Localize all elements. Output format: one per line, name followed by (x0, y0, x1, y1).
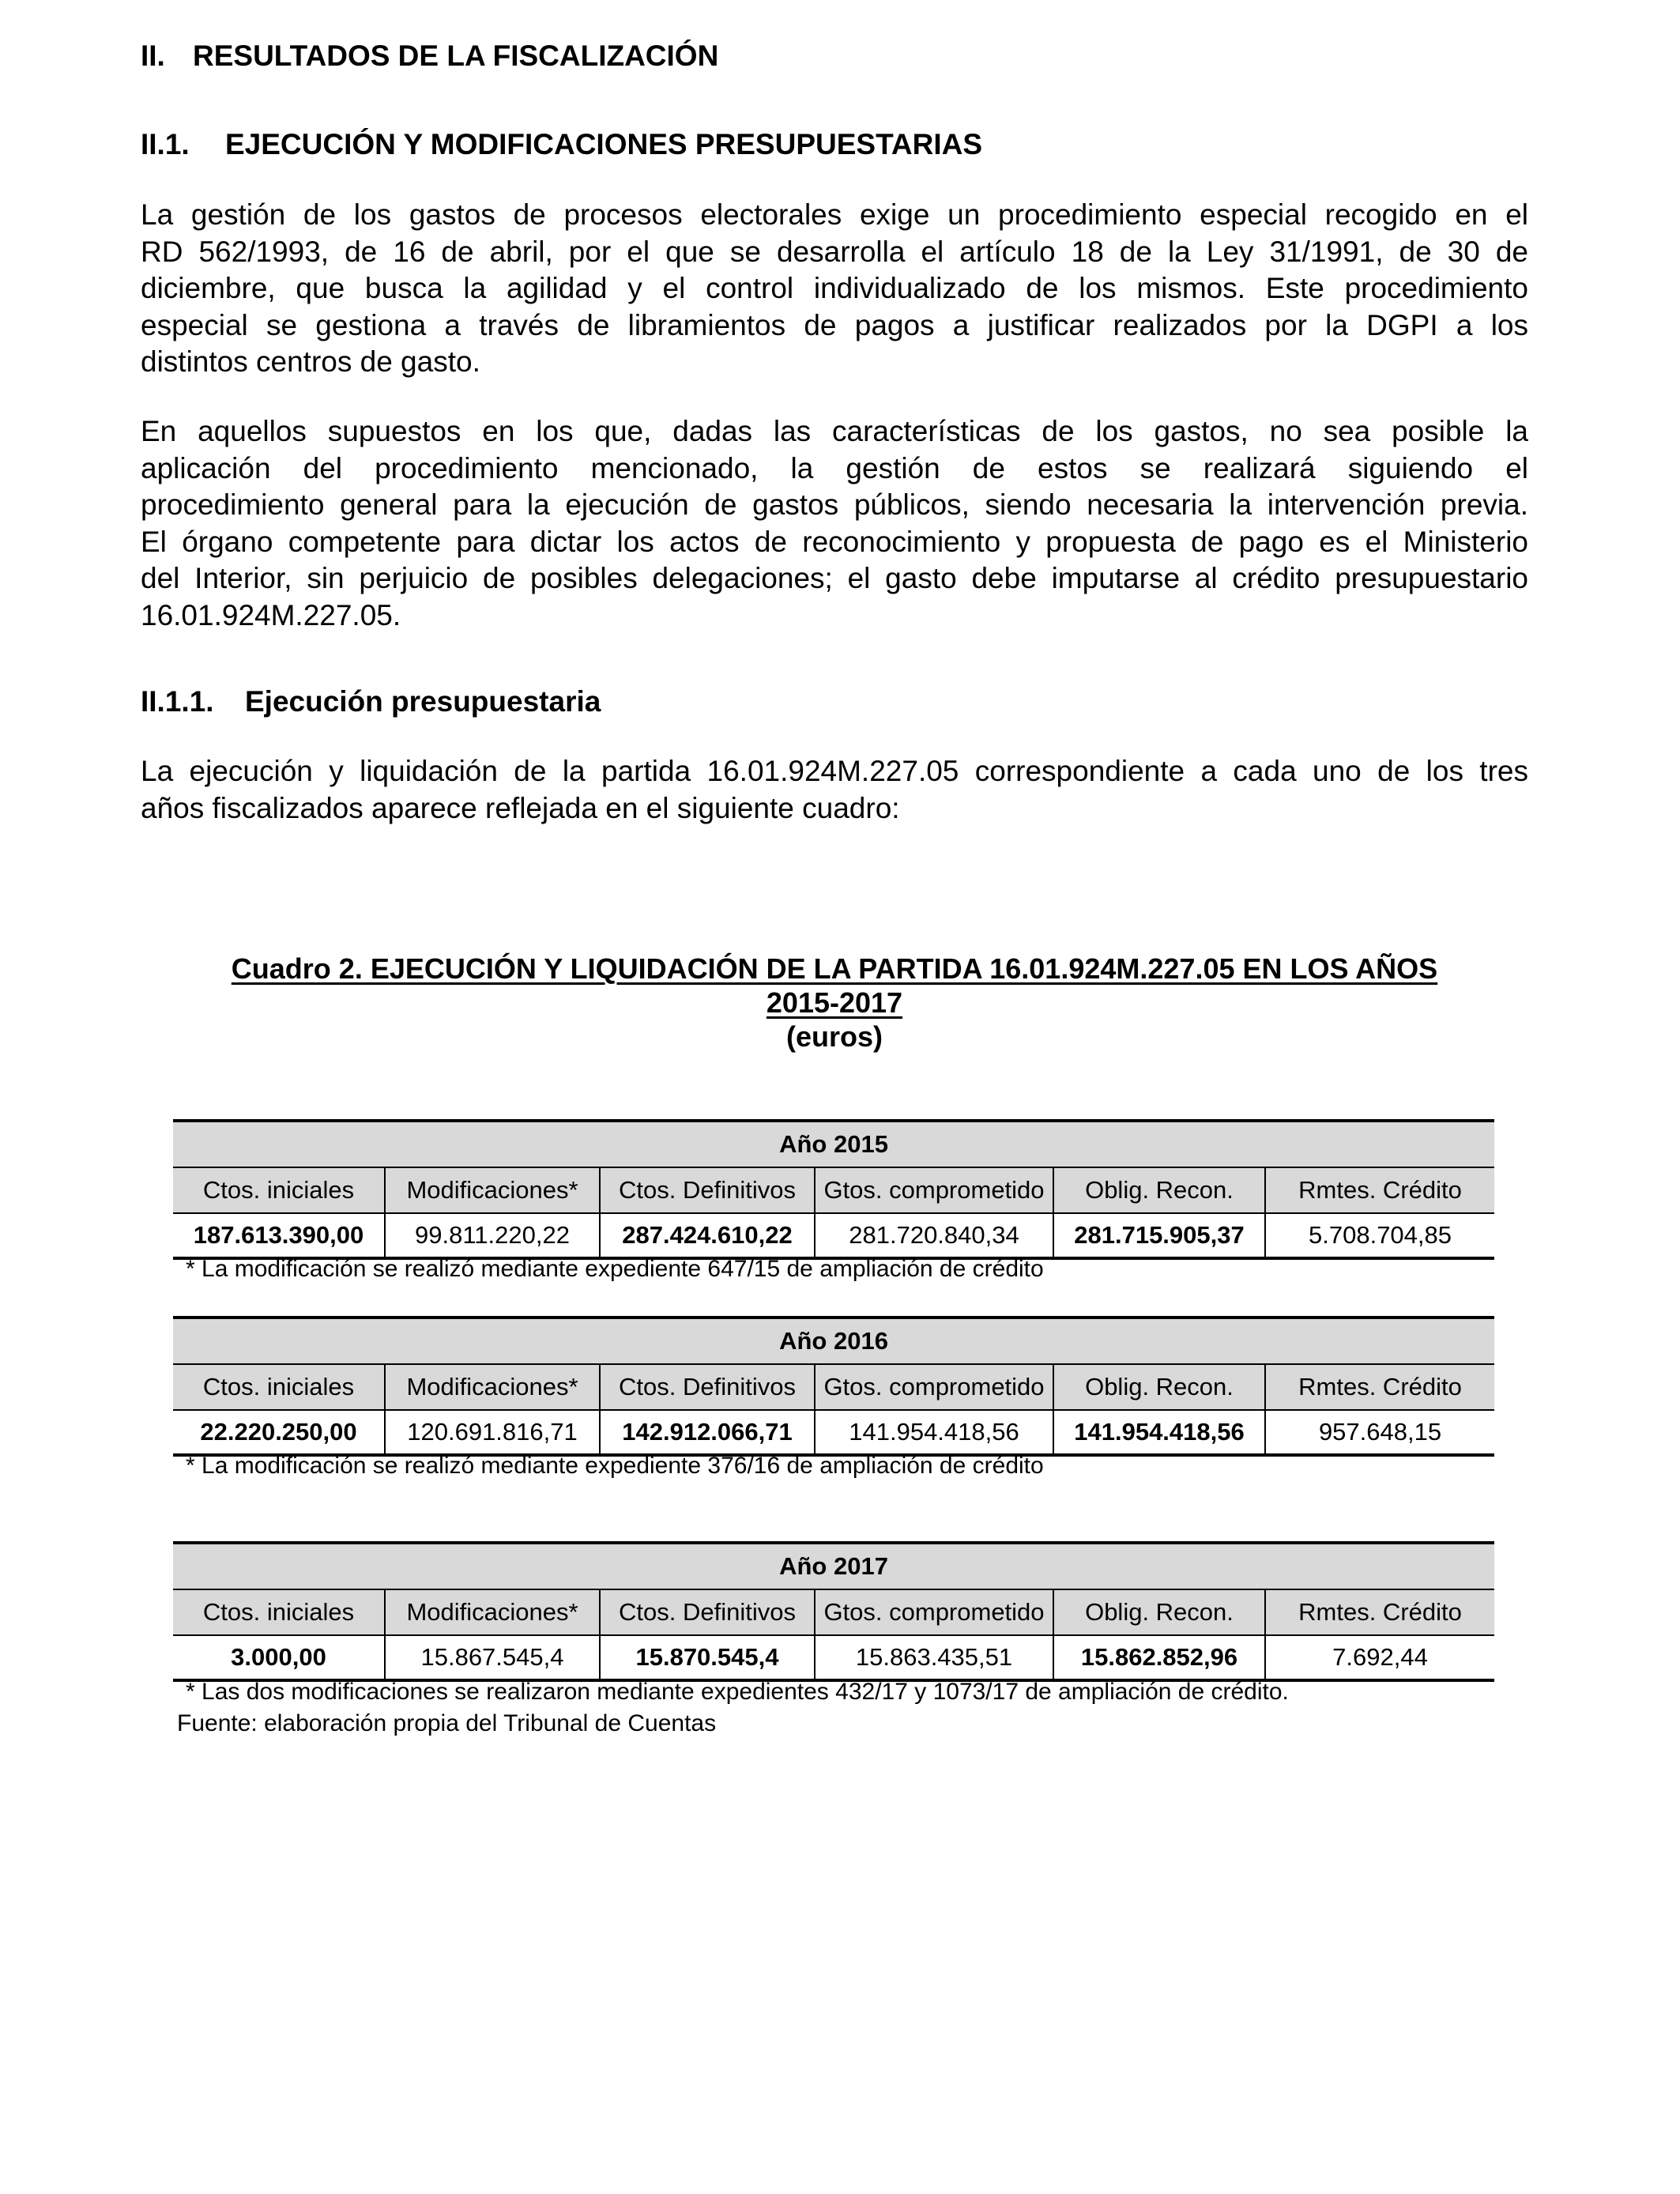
cell-modificaciones: 99.811.220,22 (385, 1213, 600, 1258)
cell-oblig-recon: 281.715.905,37 (1053, 1213, 1265, 1258)
cell-ctos-iniciales: 3.000,00 (173, 1635, 385, 1680)
paragraph-1-line: RD 562/1993, de 16 de abril, por el que se desarrolla el artículo 18 de la Ley 31/1991, de 30 de (141, 235, 1528, 268)
section-title: RESULTADOS DE LA FISCALIZACIÓN (193, 40, 719, 72)
cell-gtos-comprometido: 141.954.418,56 (815, 1410, 1053, 1455)
cell-gtos-comprometido: 15.863.435,51 (815, 1635, 1053, 1680)
paragraph-1-line: La gestión de los gastos de procesos electorales exige un procedimiento especial recogido en el (141, 198, 1528, 231)
column-header: Oblig. Recon. (1053, 1364, 1265, 1410)
cell-modificaciones: 120.691.816,71 (385, 1410, 600, 1455)
column-header: Ctos. Definitivos (600, 1364, 815, 1410)
cell-modificaciones: 15.867.545,4 (385, 1635, 600, 1680)
paragraph-3-line: La ejecución y liquidación de la partida 16.01.924M.227.05 correspondiente a cada uno de los tres (141, 755, 1528, 787)
column-header: Modificaciones* (385, 1364, 600, 1410)
column-header: Ctos. iniciales (173, 1364, 385, 1410)
paragraph-2-line: procedimiento general para la ejecución de gastos públicos, siendo necesaria la intervención previa. (141, 488, 1528, 521)
cell-ctos-iniciales: 22.220.250,00 (173, 1410, 385, 1455)
table-year-2015 (173, 1119, 1494, 1260)
cell-ctos-definitivos: 142.912.066,71 (600, 1410, 815, 1455)
subsubsection-number: II.1.1. (141, 685, 214, 718)
column-header: Gtos. comprometido (815, 1589, 1053, 1635)
cell-oblig-recon: 141.954.418,56 (1053, 1410, 1265, 1455)
cell-ctos-definitivos: 287.424.610,22 (600, 1213, 815, 1258)
paragraph-1-line: distintos centros de gasto. (141, 345, 480, 378)
paragraph-2-line: 16.01.924M.227.05. (141, 598, 401, 631)
paragraph-1-line: especial se gestiona a través de libramientos de pagos a justificar realizados por la DGPI a los (141, 308, 1528, 341)
table-note-2015: * La modificación se realizó mediante expediente 647/15 de ampliación de crédito (186, 1256, 1044, 1282)
subsection-number: II.1. (141, 128, 190, 160)
cell-rmtes-credito: 7.692,44 (1265, 1635, 1494, 1680)
column-header: Rmtes. Crédito (1265, 1167, 1494, 1213)
table-year-2016 (173, 1316, 1494, 1457)
cell-rmtes-credito: 957.648,15 (1265, 1410, 1494, 1455)
table-note-2017: * Las dos modificaciones se realizaron mediante expedientes 432/17 y 1073/17 de ampliación de crédito. (186, 1679, 1289, 1705)
column-header: Gtos. comprometido (815, 1167, 1053, 1213)
column-header: Ctos. Definitivos (600, 1167, 815, 1213)
table-note-2016: * La modificación se realizó mediante expediente 376/16 de ampliación de crédito (186, 1453, 1044, 1479)
column-header: Modificaciones* (385, 1167, 600, 1213)
cell-ctos-definitivos: 15.870.545,4 (600, 1635, 815, 1680)
table-row (173, 1635, 1494, 1680)
source-note: Fuente: elaboración propia del Tribunal de Cuentas (177, 1710, 717, 1736)
column-header: Oblig. Recon. (1053, 1589, 1265, 1635)
table-caption (141, 952, 1528, 1054)
paragraph-2-line: del Interior, sin perjuicio de posibles delegaciones; el gasto debe imputarse al crédito presupuestario (141, 562, 1528, 594)
paragraph-2 (141, 413, 1528, 634)
column-header: Modificaciones* (385, 1589, 600, 1635)
year-label: Año 2017 (173, 1543, 1494, 1589)
subsection-title: EJECUCIÓN Y MODIFICACIONES PRESUPUESTARIAS (225, 128, 983, 160)
subsection-heading (141, 128, 982, 161)
table-row (173, 1213, 1494, 1258)
column-header: Ctos. iniciales (173, 1167, 385, 1213)
table-caption-title: Cuadro 2. EJECUCIÓN Y LIQUIDACIÓN DE LA PARTIDA 16.01.924M.227.05 EN LOS AÑOS (231, 952, 1438, 985)
column-header: Oblig. Recon. (1053, 1167, 1265, 1213)
column-header: Ctos. Definitivos (600, 1589, 815, 1635)
year-label: Año 2015 (173, 1121, 1494, 1167)
table-caption-years: 2015-2017 (766, 986, 903, 1019)
paragraph-3 (141, 753, 1528, 827)
column-header: Ctos. iniciales (173, 1589, 385, 1635)
paragraph-1-line: diciembre, que busca la agilidad y el control individualizado de los mismos. Este procedimiento (141, 272, 1528, 304)
cell-oblig-recon: 15.862.852,96 (1053, 1635, 1265, 1680)
cell-gtos-comprometido: 281.720.840,34 (815, 1213, 1053, 1258)
subsubsection-title: Ejecución presupuestaria (245, 685, 601, 718)
paragraph-2-line: El órgano competente para dictar los actos de reconocimiento y propuesta de pago es el Ministerio (141, 525, 1528, 558)
table-caption-units: (euros) (785, 1020, 883, 1053)
column-header: Gtos. comprometido (815, 1364, 1053, 1410)
cell-ctos-iniciales: 187.613.390,00 (173, 1213, 385, 1258)
paragraph-3-line: años fiscalizados aparece reflejada en el siguiente cuadro: (141, 791, 900, 824)
cell-rmtes-credito: 5.708.704,85 (1265, 1213, 1494, 1258)
section-heading (141, 40, 718, 73)
paragraph-2-line: En aquellos supuestos en los que, dadas las características de los gastos, no sea posible la (141, 415, 1528, 447)
year-label: Año 2016 (173, 1318, 1494, 1364)
subsubsection-heading (141, 685, 601, 718)
table-row (173, 1410, 1494, 1455)
table-year-2017 (173, 1541, 1494, 1682)
paragraph-2-line: aplicación del procedimiento mencionado, la gestión de estos se realizará siguiendo el (141, 451, 1528, 484)
column-header: Rmtes. Crédito (1265, 1589, 1494, 1635)
paragraph-1 (141, 197, 1528, 381)
column-header: Rmtes. Crédito (1265, 1364, 1494, 1410)
section-number: II. (141, 40, 165, 72)
